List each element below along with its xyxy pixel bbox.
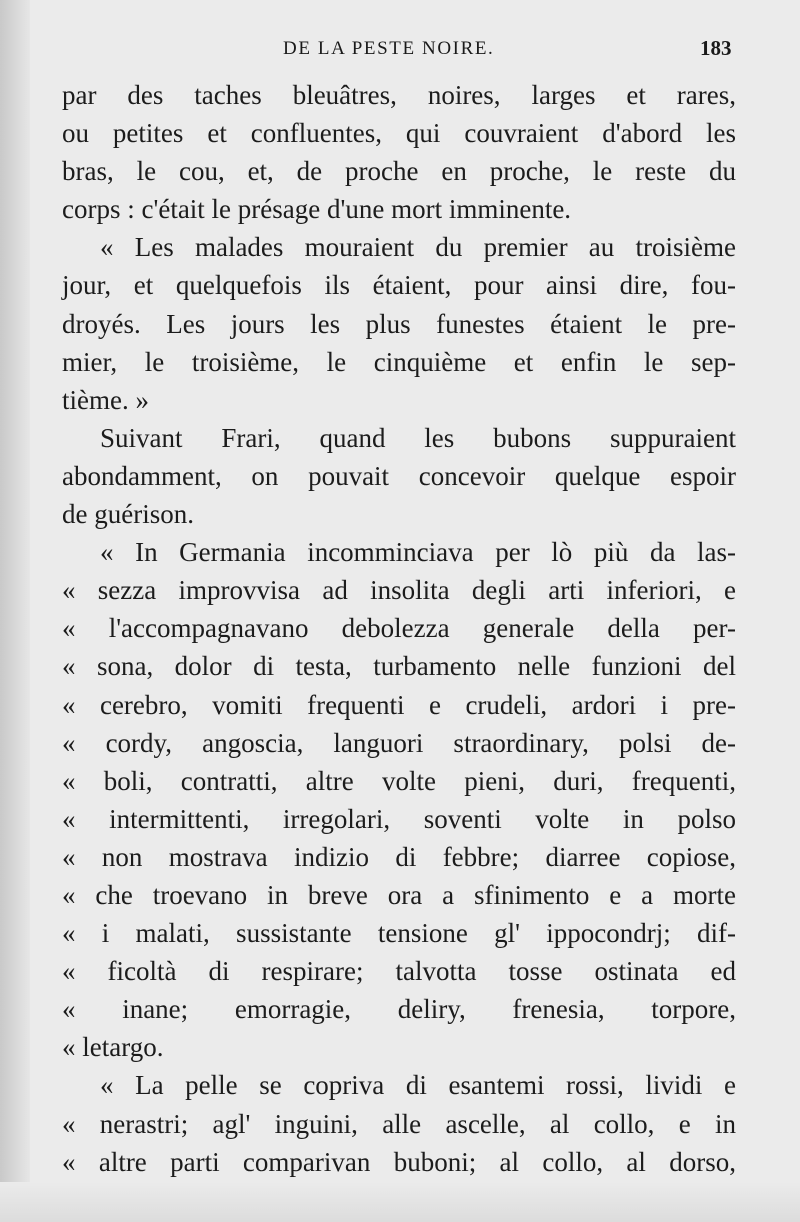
text-line: « In Germania incomminciava per lò più da las- bbox=[100, 537, 736, 568]
text-line: droyés. Les jours les plus funestes étaient le pre- bbox=[62, 308, 736, 339]
text-line: « sezza improvvisa ad insolita degli arti inferiori, e bbox=[62, 575, 736, 606]
text-line: abondamment, on pouvait concevoir quelque espoir bbox=[62, 460, 736, 491]
text-line: « cordy, angoscia, languori straordinary, polsi de- bbox=[62, 727, 736, 758]
text-line: corps : c'était le présage d'une mort imminente. bbox=[62, 194, 572, 225]
text-line: « i malati, sussistante tensione gl' ippocondrj; dif- bbox=[62, 918, 736, 949]
text-line: « che troevano in breve ora a sfinimento e a morte bbox=[62, 879, 736, 910]
text-line: de guérison. bbox=[62, 499, 194, 530]
text-line: « letargo. bbox=[62, 1032, 164, 1063]
text-line: « La pelle se copriva di esantemi rossi, lividi e bbox=[100, 1070, 736, 1101]
text-line: « non mostrava indizio di febbre; diarree copiose, bbox=[62, 841, 736, 872]
text-line: « inane; emorragie, deliry, frenesia, torpore, bbox=[62, 994, 736, 1025]
text-line: « intermittenti, irregolari, soventi volte in polso bbox=[62, 803, 736, 834]
text-line: « cerebro, vomiti frequenti e crudeli, ardori i pre- bbox=[62, 689, 736, 720]
text-line: mier, le troisième, le cinquième et enfin le sep- bbox=[62, 346, 736, 377]
text-line: tième. » bbox=[62, 384, 149, 415]
text-line: « nerastri; agl' inguini, alle ascelle, al collo, e in bbox=[62, 1108, 736, 1139]
page-gutter-shadow bbox=[0, 0, 30, 1222]
text-line: « l'accompagnavano debolezza generale della per- bbox=[62, 613, 736, 644]
page-number: 183 bbox=[700, 36, 732, 60]
running-title: DE LA PESTE NOIRE. bbox=[283, 38, 495, 59]
text-line: « boli, contratti, altre volte pieni, duri, frequenti, bbox=[62, 765, 736, 796]
text-line: Suivant Frari, quand les bubons suppuraient bbox=[100, 422, 736, 453]
text-line: bras, le cou, et, de proche en proche, le reste du bbox=[62, 156, 736, 187]
text-line: « sona, dolor di testa, turbamento nelle funzioni del bbox=[62, 651, 736, 682]
text-line: « Les malades mouraient du premier au troisième bbox=[100, 232, 736, 263]
page-bottom-shadow bbox=[0, 1182, 800, 1222]
text-line: « ficoltà di respirare; talvotta tosse ostinata ed bbox=[62, 956, 736, 987]
text-line: « altre parti comparivan buboni; al collo, al dorso, bbox=[62, 1146, 736, 1177]
text-line: jour, et quelquefois ils étaient, pour ainsi dire, fou- bbox=[62, 270, 736, 301]
text-line: ou petites et confluentes, qui couvraient d'abord les bbox=[62, 118, 736, 149]
text-line: par des taches bleuâtres, noires, larges et rares, bbox=[62, 80, 736, 110]
body-text bbox=[62, 76, 736, 1181]
page-header bbox=[0, 38, 800, 68]
